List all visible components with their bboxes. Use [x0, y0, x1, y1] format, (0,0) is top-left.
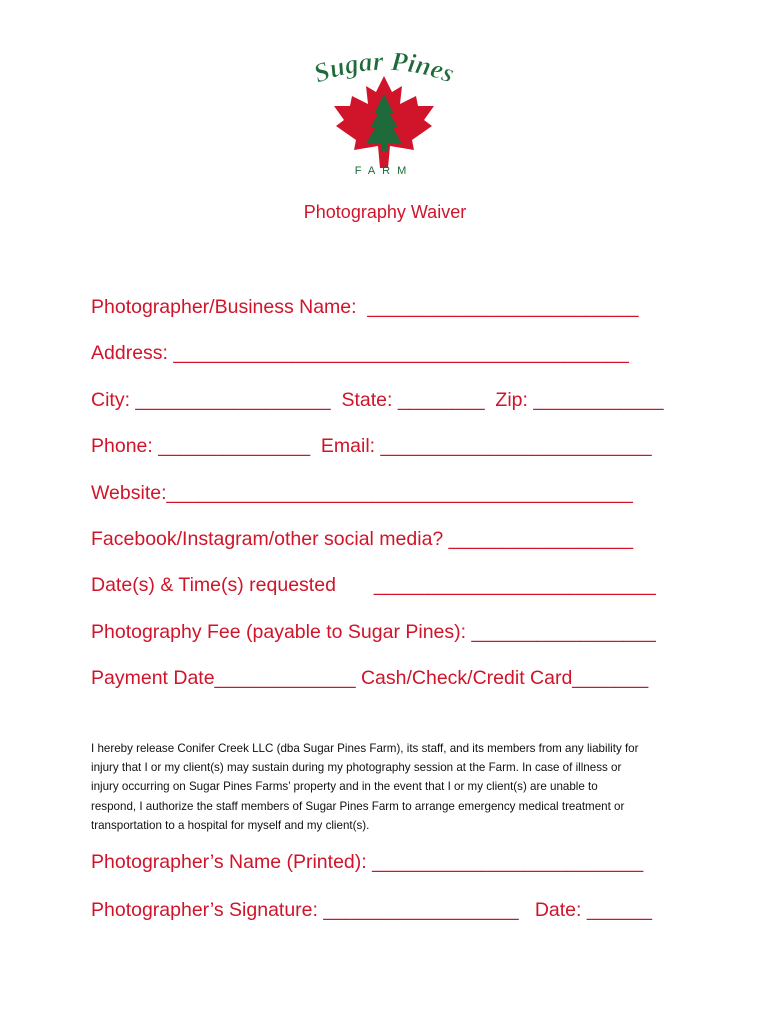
- dates-times-field[interactable]: Date(s) & Time(s) requested __________________________: [91, 574, 656, 596]
- release-line: injury that I or my client(s) may sustain during my photography session at the Farm. In case of illness or: [91, 761, 622, 775]
- city-state-zip-field[interactable]: City: __________________ State: ________ Zip: ____________: [91, 389, 664, 411]
- social-media-field[interactable]: Facebook/Instagram/other social media? _________________: [91, 528, 634, 550]
- website-field[interactable]: Website:___________________________________________: [91, 482, 633, 504]
- release-paragraph: [91, 739, 691, 835]
- payment-field[interactable]: Payment Date_____________ Cash/Check/Credit Card_______: [91, 667, 649, 689]
- signature-date-field[interactable]: Photographer’s Signature: __________________ Date: ______: [91, 899, 652, 921]
- photography-fee-field[interactable]: Photography Fee (payable to Sugar Pines): _________________: [91, 621, 656, 643]
- address-field[interactable]: Address: __________________________________________: [91, 342, 629, 364]
- printed-name-field[interactable]: Photographer’s Name (Printed): _________________________: [91, 851, 644, 873]
- business-name-field[interactable]: Photographer/Business Name: _________________________: [91, 296, 639, 318]
- logo-farm-text: FARM: [354, 165, 414, 177]
- sugar-pines-farm-logo: [298, 48, 470, 180]
- release-line: respond, I authorize the staff members of Sugar Pines Farm to arrange emergency medical treatment or: [91, 799, 625, 813]
- release-line: injury occurring on Sugar Pines Farms’ property and in the event that I or my client(s) are unable to: [91, 780, 598, 794]
- page-title: Photography Waiver: [303, 202, 467, 222]
- release-line: I hereby release Conifer Creek LLC (dba Sugar Pines Farm), its staff, and its members from any liability for: [91, 742, 639, 755]
- logo-brand-text: Sugar Pines: [309, 48, 459, 89]
- phone-email-field[interactable]: Phone: ______________ Email: _________________________: [91, 435, 652, 457]
- release-line: transportation to a hospital for myself and my client(s).: [91, 818, 370, 832]
